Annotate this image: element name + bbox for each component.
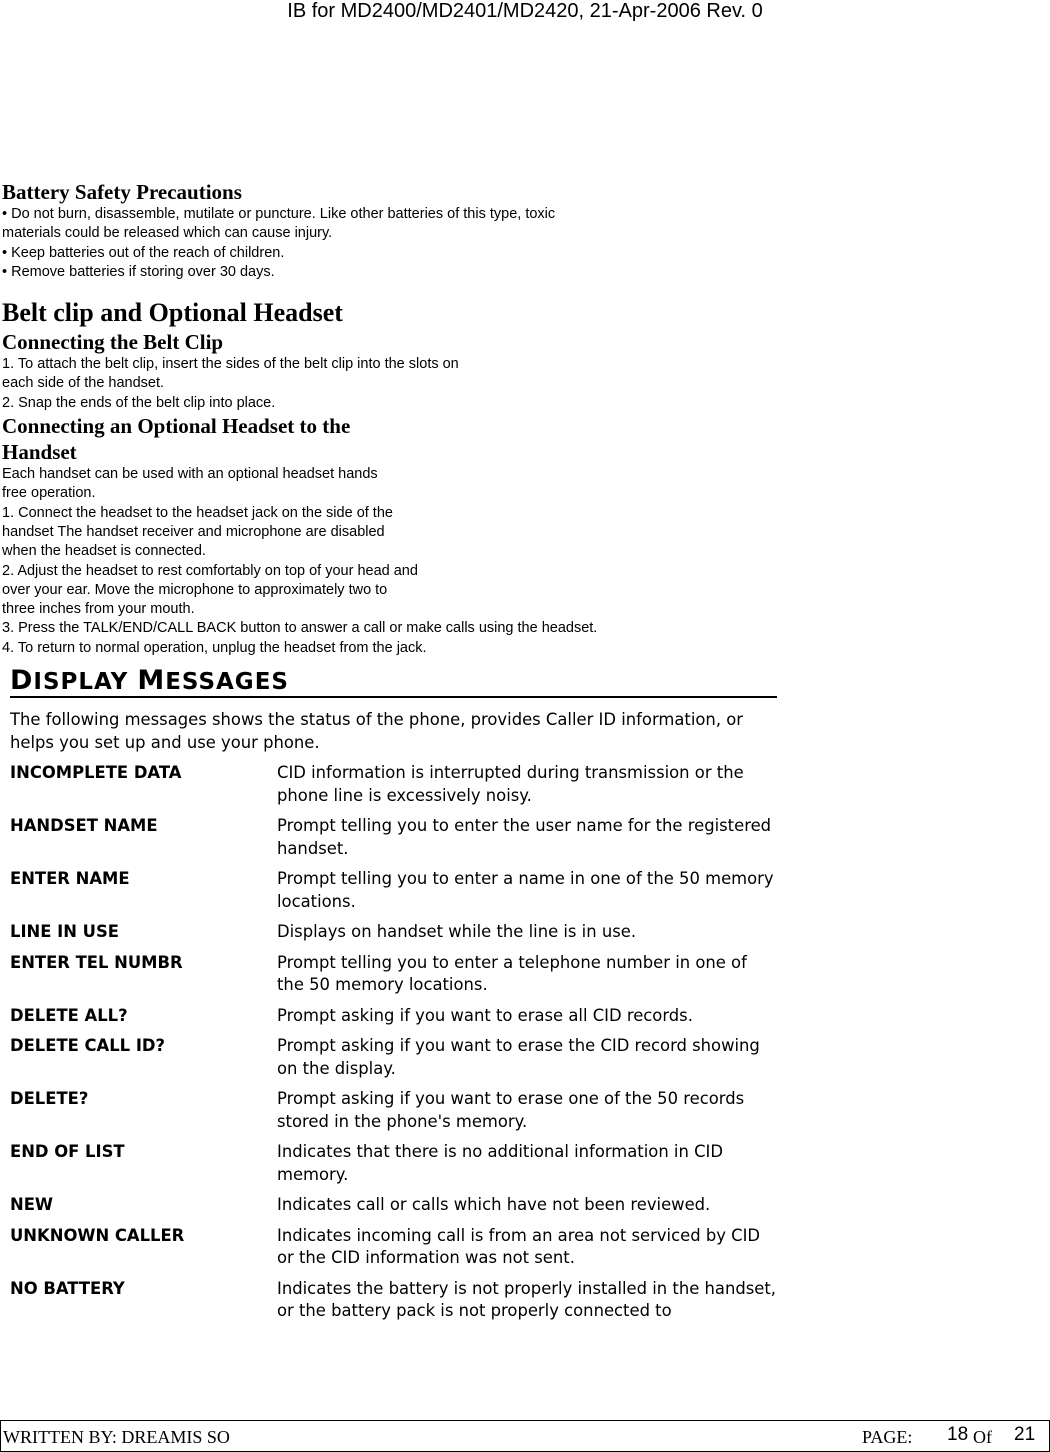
display-message-term: DELETE ALL? — [10, 1005, 128, 1025]
battery-line: • Do not burn, disassemble, mutilate or puncture. Like other batteries of this type, toxic — [2, 206, 556, 222]
display-message-row — [10, 815, 780, 860]
display-message-row — [10, 1194, 780, 1217]
display-message-description: Indicates incoming call is from an area not serviced by CID or the CID information was not sent. — [277, 1225, 761, 1267]
display-messages-section — [10, 667, 780, 1323]
display-message-row — [10, 1035, 780, 1080]
display-message-term: LINE IN USE — [10, 922, 119, 941]
display-message-term: ENTER TEL NUMBR — [10, 952, 183, 972]
display-message-description: Prompt telling you to enter the user name for the registered handset. — [277, 816, 772, 858]
display-message-description: Prompt asking if you want to erase the CID record showing on the display. — [277, 1036, 760, 1078]
display-message-row — [10, 868, 780, 913]
headset-subheading-cont: Handset — [2, 440, 77, 465]
display-message-term: UNKNOWN CALLER — [10, 1225, 185, 1245]
page-label: PAGE: — [862, 1427, 913, 1447]
headset-line: handset The handset receiver and microphone are disabled — [2, 523, 385, 540]
display-message-description: Prompt telling you to enter a name in one of the 50 memory locations. — [277, 869, 774, 911]
headset-line: free operation. — [2, 485, 96, 502]
display-message-description: Indicates the battery is not properly installed in the handset, or the battery pack is not properly connected to — [277, 1278, 777, 1320]
display-message-description: CID information is interrupted during transmission or the phone line is excessively noisy. — [277, 763, 744, 805]
display-messages-list — [10, 762, 780, 1323]
display-message-row — [10, 762, 780, 807]
belt-clip-headset-heading: Belt clip and Optional Headset — [2, 298, 343, 328]
belt-clip-line: each side of the handset. — [2, 375, 165, 392]
display-message-row — [10, 952, 780, 997]
page-footer — [0, 1420, 1050, 1452]
document-header-title: IB for MD2400/MD2401/MD2420, 21-Apr-2006 Rev. 0 — [287, 0, 763, 22]
title-divider — [10, 696, 777, 698]
display-message-description: Prompt asking if you want to erase one of the 50 records stored in the phone's memory. — [277, 1089, 745, 1131]
headset-line: Each handset can be used with an optional headset hands — [2, 466, 378, 483]
headset-line: 3. Press the TALK/END/CALL BACK button to answer a call or make calls using the headset. — [2, 620, 598, 637]
headset-line: 4. To return to normal operation, unplug the headset from the jack. — [2, 639, 427, 656]
display-message-term: NEW — [10, 1195, 53, 1214]
manual-body — [2, 179, 782, 658]
battery-line: materials could be released which can cause injury. — [2, 225, 333, 242]
display-message-term: DELETE CALL ID? — [10, 1036, 166, 1055]
page-number: 18 — [947, 1424, 969, 1445]
display-message-row — [10, 1141, 780, 1186]
display-message-description: Indicates call or calls which have not been reviewed. — [277, 1195, 711, 1214]
display-messages-intro: The following messages shows the status of the phone, provides Caller ID information, or helps you set up and use your phone. — [10, 710, 744, 752]
display-message-term: HANDSET NAME — [10, 816, 158, 835]
headset-line: 2. Adjust the headset to rest comfortably on top of your head and — [2, 562, 418, 579]
headset-line: three inches from your mouth. — [2, 601, 195, 618]
display-message-description: Indicates that there is no additional information in CID memory. — [277, 1142, 723, 1184]
display-message-term: NO BATTERY — [10, 1278, 125, 1298]
headset-line: over your ear. Move the microphone to approximately two to — [2, 581, 388, 598]
display-message-row — [10, 921, 780, 944]
display-message-description: Prompt asking if you want to erase all CID records. — [277, 1005, 693, 1025]
written-by: WRITTEN BY: DREAMIS SO — [3, 1427, 230, 1447]
page-total: 21 — [1014, 1424, 1036, 1445]
battery-safety-heading: Battery Safety Precautions — [2, 180, 242, 204]
display-message-term: DELETE? — [10, 1089, 89, 1108]
page-of-label: Of — [973, 1427, 992, 1447]
display-message-description: Prompt telling you to enter a telephone number in one of the 50 memory locations. — [277, 952, 747, 994]
battery-line: • Keep batteries out of the reach of children. — [2, 244, 285, 261]
display-message-row — [10, 1225, 780, 1270]
belt-clip-line: 2. Snap the ends of the belt clip into place. — [2, 394, 276, 411]
belt-clip-line: 1. To attach the belt clip, insert the sides of the belt clip into the slots on — [2, 356, 459, 373]
headset-line: when the headset is connected. — [2, 543, 206, 560]
battery-line: • Remove batteries if storing over 30 days. — [2, 263, 275, 280]
display-message-row — [10, 1088, 780, 1133]
belt-clip-subheading: Connecting the Belt Clip — [2, 330, 224, 355]
display-message-description: Displays on handset while the line is in use. — [277, 922, 637, 941]
headset-subheading: Connecting an Optional Headset to the — [2, 414, 351, 439]
display-message-row — [10, 1278, 780, 1323]
display-message-row — [10, 1005, 780, 1028]
headset-line: 1. Connect the headset to the headset jack on the side of the — [2, 504, 393, 521]
display-message-term: INCOMPLETE DATA — [10, 763, 182, 782]
display-message-term: ENTER NAME — [10, 869, 130, 888]
display-messages-title: DISPLAY MESSAGES — [10, 665, 289, 696]
display-message-term: END OF LIST — [10, 1142, 125, 1161]
